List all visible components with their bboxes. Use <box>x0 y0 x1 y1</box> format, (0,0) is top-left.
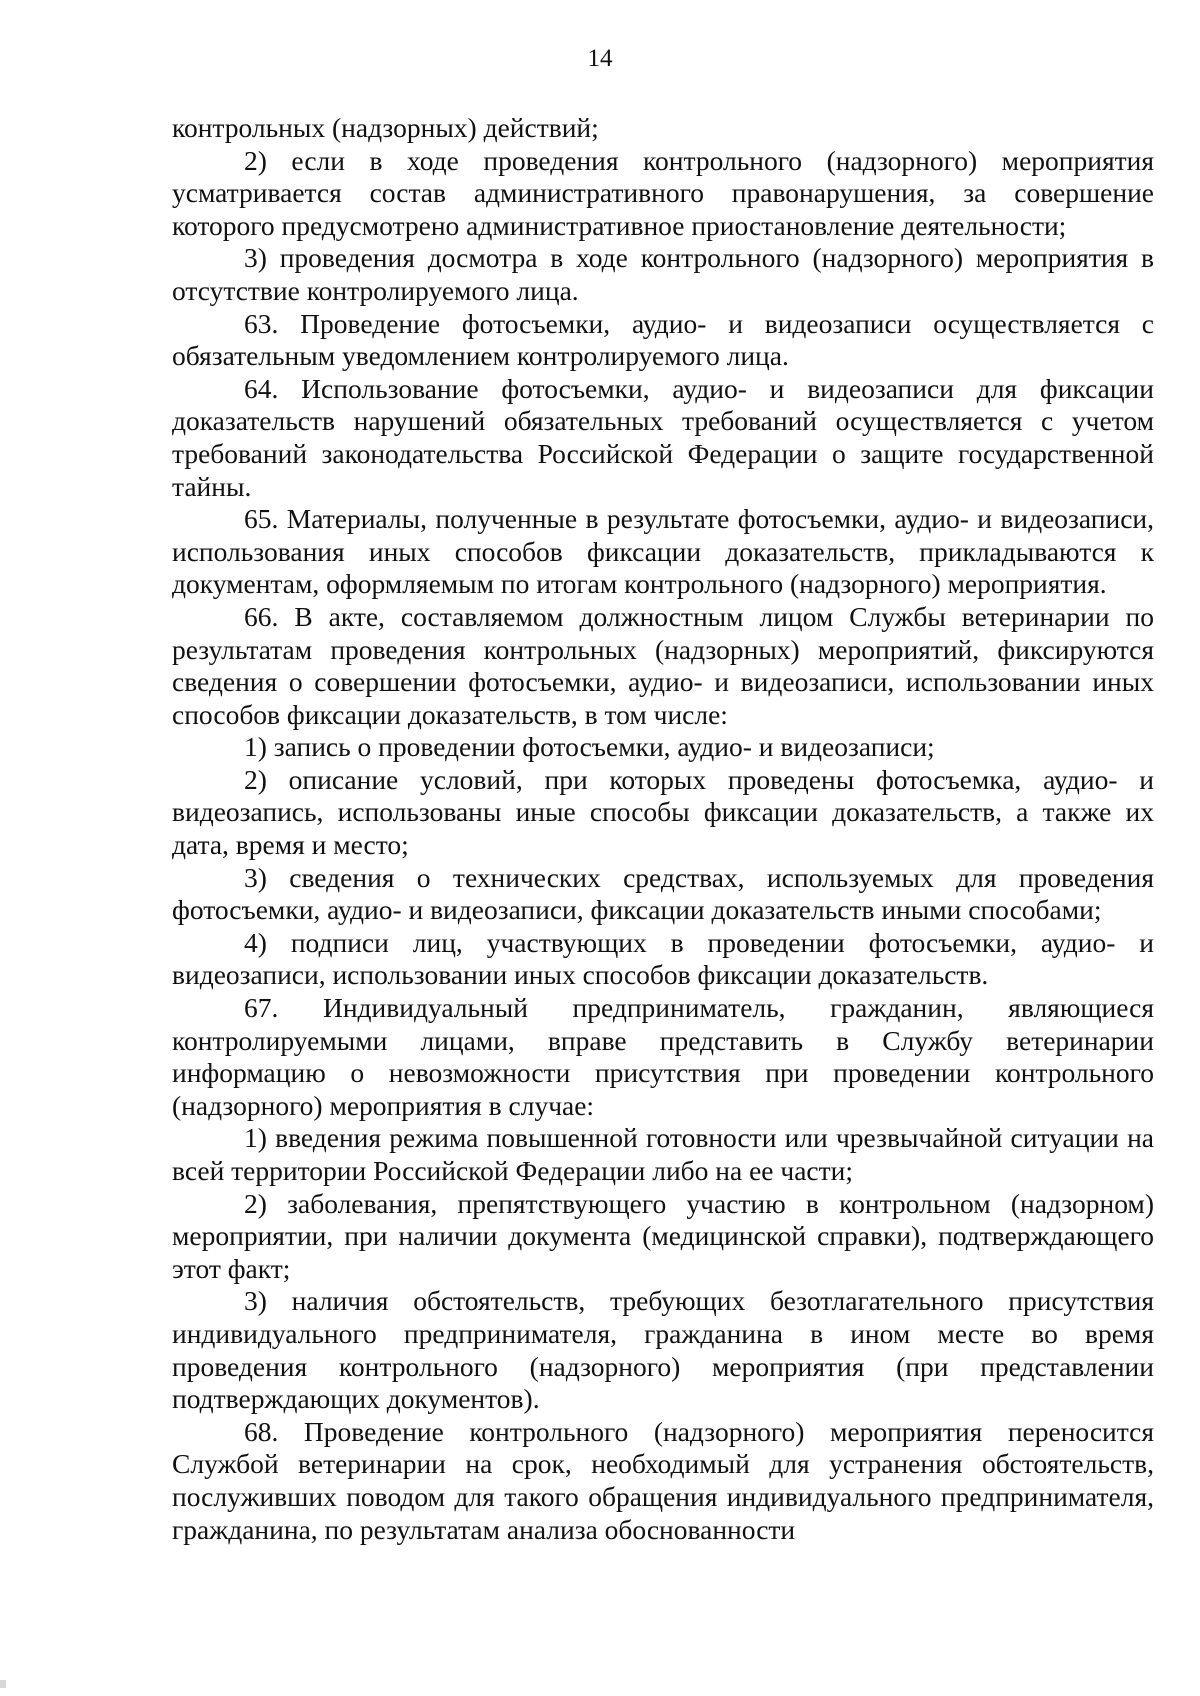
paragraph-66-item-4: 4) подписи лиц, участвующих в проведении фотосъемки, аудио- и видеозаписи, использовании иных способов фиксации доказательств. <box>172 926 1154 991</box>
paragraph-67-item-2: 2) заболевания, препятствующего участию в контрольном (надзорном) мероприятии, при наличии документа (медицинской справки), подтверждающего этот факт; <box>172 1187 1154 1284</box>
paragraph-66: 66. В акте, составляемом должностным лицом Службы ветеринарии по результатам проведения контрольных (надзорных) мероприятий, фиксируются сведения о совершении фотосъемки, аудио- и видеозаписи, использовании иных способов фиксации доказательств, в том числе: <box>172 600 1154 730</box>
scan-edge-mark <box>0 1680 6 1688</box>
paragraph-65: 65. Материалы, полученные в результате фотосъемки, аудио- и видеозаписи, использования иных способов фиксации доказательств, прикладываются к документам, оформляемым по итогам контрольного (надзорного) мероприятия. <box>172 503 1154 600</box>
paragraph-67-item-1: 1) введения режима повышенной готовности или чрезвычайной ситуации на всей территории Российской Федерации либо на ее части; <box>172 1122 1154 1186</box>
document-body <box>172 112 1154 1546</box>
paragraph-67-item-3: 3) наличия обстоятельств, требующих безотлагательного присутствия индивидуального предпринимателя, гражданина в ином месте во время проведения контрольного (надзорного) мероприятия (при представлении подтверждающих документов). <box>172 1285 1154 1415</box>
paragraph-66-item-2: 2) описание условий, при которых проведены фотосъемка, аудио- и видеозапись, использованы иные способы фиксации доказательств, а также их дата, время и место; <box>172 763 1154 861</box>
paragraph-64: 64. Использование фотосъемки, аудио- и видеозаписи для фиксации доказательств нарушений обязательных требований осуществляется с учетом требований законодательства Российской Федерации о защите государственной тайны. <box>172 372 1154 502</box>
paragraph-item-2: 2) если в ходе проведения контрольного (надзорного) мероприятия усматривается состав административного правонарушения, за совершение которого предусмотрено административное приостановление деятельности; <box>172 144 1154 241</box>
paragraph-66-item-1: 1) запись о проведении фотосъемки, аудио- и видеозаписи; <box>244 731 935 763</box>
paragraph-66-item-3: 3) сведения о технических средствах, используемых для проведения фотосъемки, аудио- и видеозаписи, фиксации доказательств иными способами; <box>172 861 1154 926</box>
paragraph-item-3: 3) проведения досмотра в ходе контрольного (надзорного) мероприятия в отсутствие контролируемого лица. <box>172 242 1154 306</box>
paragraph-67: 67. Индивидуальный предприниматель, гражданин, являющиеся контролируемыми лицами, вправе представить в Службу ветеринарии информацию о невозможности присутствия при проведении контрольного (надзорного) мероприятия в случае: <box>172 992 1154 1121</box>
page-number: 14 <box>587 45 613 72</box>
paragraph-68: 68. Проведение контрольного (надзорного) мероприятия переносится Службой ветеринарии на срок, необходимый для устранения обстоятельств, послуживших поводом для такого обращения индивидуального предпринимателя, гражданина, по результатам анализа обоснованности <box>172 1415 1154 1545</box>
paragraph-63: 63. Проведение фотосъемки, аудио- и видеозаписи осуществляется с обязательным уведомлением контролируемого лица. <box>172 307 1154 372</box>
paragraph-continuation: контрольных (надзорных) действий; <box>172 112 599 143</box>
